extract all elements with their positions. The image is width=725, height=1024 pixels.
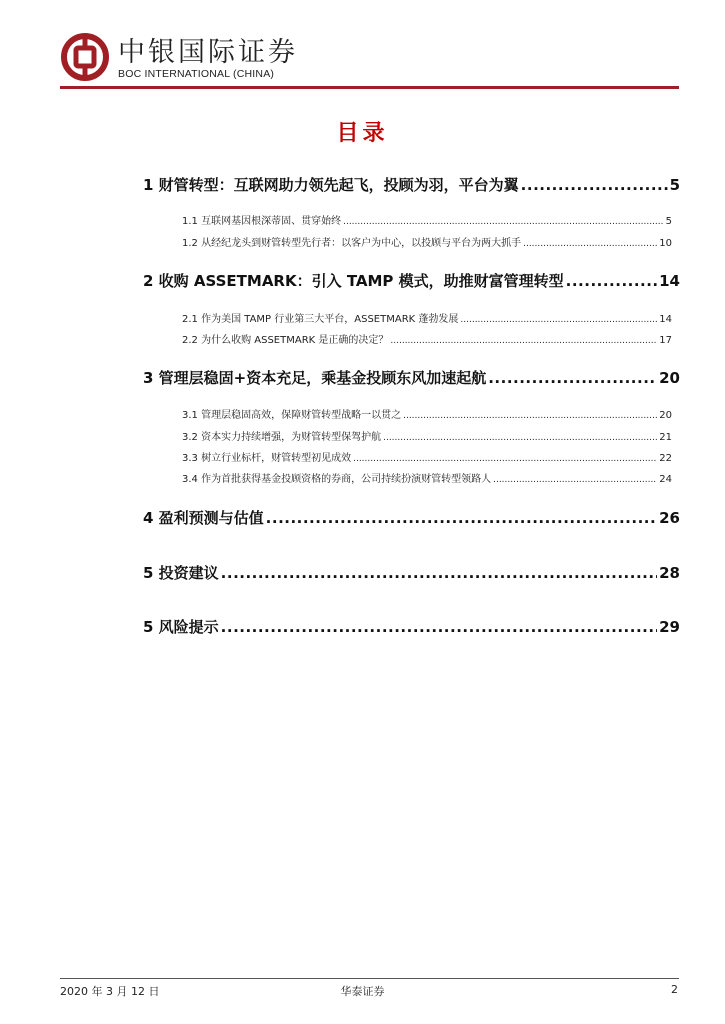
toc-entry-label: 3 管理层稳固+资本充足，乘基金投顾东风加速起航 — [143, 369, 487, 387]
toc-leader — [390, 336, 657, 346]
toc-entry-5[interactable] — [143, 562, 680, 583]
toc-entry-page: 21 — [659, 432, 672, 443]
toc-entry-page: 29 — [659, 618, 680, 636]
toc-leader — [460, 315, 657, 325]
toc-leader — [343, 217, 664, 227]
toc-leader — [523, 239, 657, 249]
toc-entry-page: 17 — [659, 335, 672, 346]
toc-entry-page: 20 — [659, 410, 672, 421]
toc-leader — [566, 272, 657, 290]
footer-page-number: 2 — [671, 983, 678, 996]
toc-entry-6[interactable] — [143, 616, 680, 637]
toc-entry-label: 3.4 作为首批获得基金投顾资格的券商，公司持续扮演财管转型领路人 — [182, 474, 492, 485]
toc-leader — [353, 454, 657, 464]
toc-entry-page: 14 — [659, 314, 672, 325]
toc-leader — [383, 433, 657, 443]
toc-entry-3[interactable] — [143, 367, 680, 388]
toc-leader — [521, 176, 668, 194]
header-divider — [60, 86, 679, 89]
toc-entry-page: 20 — [659, 369, 680, 387]
boc-logo-icon — [60, 32, 110, 82]
brand-name-en: BOC INTERNATIONAL (CHINA) — [118, 68, 275, 80]
toc-entry-page: 5 — [665, 216, 672, 227]
toc-entry-2-2[interactable] — [182, 331, 672, 346]
toc-entry-label: 3.1 管理层稳固高效，保障财管转型战略一以贯之 — [182, 410, 402, 421]
toc-entry-label: 4 盈利预测与估值 — [143, 509, 264, 527]
toc-entry-3-3[interactable] — [182, 449, 672, 464]
toc-entry-page: 26 — [659, 509, 680, 527]
toc-entry-3-4[interactable] — [182, 470, 672, 485]
brand-name-cn: 中银国际证券 — [118, 37, 298, 68]
toc-entry-page: 24 — [659, 474, 672, 485]
toc-entry-page: 5 — [669, 176, 680, 194]
toc-leader — [403, 411, 657, 421]
toc-entry-label: 2.1 作为美国 TAMP 行业第三大平台，ASSETMARK 蓬勃发展 — [182, 314, 459, 325]
toc-leader — [221, 618, 657, 636]
toc-entry-label: 1 财管转型：互联网助力领先起飞，投顾为羽，平台为翼 — [143, 176, 519, 194]
toc-entry-label: 2 收购 ASSETMARK：引入 TAMP 模式，助推财富管理转型 — [143, 272, 564, 290]
footer-date: 2020 年 3 月 12 日 — [60, 985, 160, 998]
toc-entry-page: 22 — [659, 453, 672, 464]
toc-entry-2-1[interactable] — [182, 310, 672, 325]
toc-entry-label: 3.3 树立行业标杆，财管转型初见成效 — [182, 453, 352, 464]
toc-entry-label: 5 风险提示 — [143, 618, 219, 636]
toc-entry-page: 10 — [659, 238, 672, 249]
footer-company: 华泰证券 — [340, 985, 385, 998]
toc-entry-label: 5 投资建议 — [143, 564, 219, 582]
toc-entry-3-1[interactable] — [182, 406, 672, 421]
toc-entry-1-2[interactable] — [182, 234, 672, 249]
toc-leader — [266, 509, 657, 527]
footer-divider — [60, 978, 679, 979]
toc-entry-label: 2.2 为什么收购 ASSETMARK 是正确的决定？ — [182, 335, 389, 346]
toc-leader — [493, 475, 657, 485]
toc-entry-page: 14 — [659, 272, 680, 290]
toc-entry-2[interactable] — [143, 270, 680, 291]
toc-title: 目录 — [336, 121, 389, 146]
toc-leader — [488, 369, 657, 387]
toc-entry-label: 1.2 从经纪龙头到财管转型先行者：以客户为中心，以投顾与平台为两大抓手 — [182, 238, 522, 249]
toc-entry-1-1[interactable] — [182, 212, 672, 227]
toc-entry-label: 1.1 互联网基因根深蒂固、贯穿始终 — [182, 216, 342, 227]
toc-entry-3-2[interactable] — [182, 428, 672, 443]
page-header — [60, 28, 680, 90]
toc-entry-4[interactable] — [143, 507, 680, 528]
toc-entry-label: 3.2 资本实力持续增强，为财管转型保驾护航 — [182, 432, 382, 443]
toc-entry-1[interactable] — [143, 174, 680, 195]
toc-leader — [221, 564, 657, 582]
toc-entry-page: 28 — [659, 564, 680, 582]
